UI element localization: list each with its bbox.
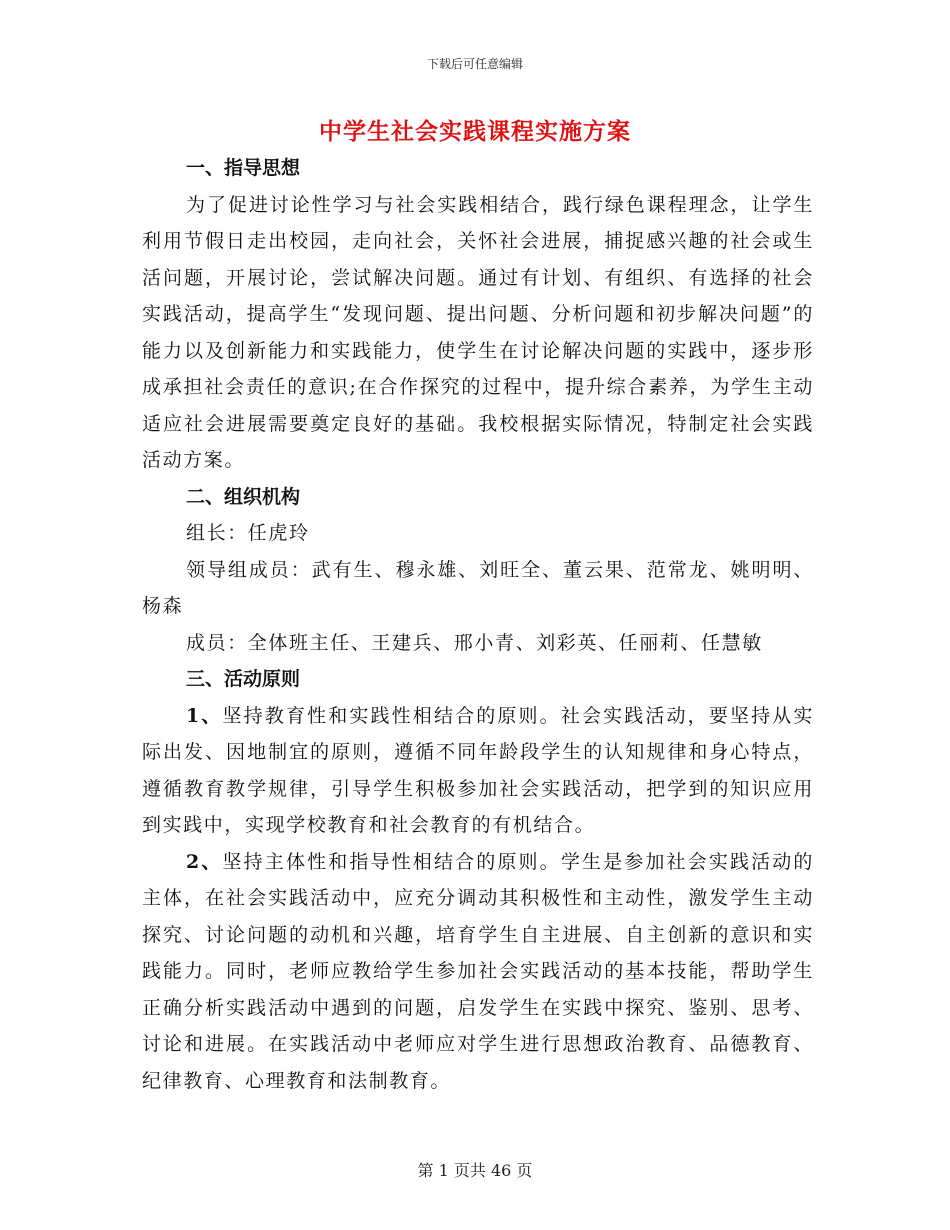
- leadership-group-members: 领导组成员：武有生、穆永雄、刘旺全、董云果、范常龙、姚明明、杨森: [142, 558, 814, 617]
- principle-2: [142, 844, 814, 1100]
- members-list: 成员：全体班主任、王建兵、邢小青、刘彩英、任丽莉、任慧敏: [186, 631, 763, 654]
- page-footer: 第 1 页共 46 页: [417, 1161, 533, 1180]
- page-header: 下载后可任意编辑: [426, 57, 523, 71]
- section-heading-guiding-ideology: 一、指导思想: [186, 157, 301, 179]
- paragraph-guiding-ideology: 为了促进讨论性学习与社会实践相结合，践行绿色课程理念，让学生利用节假日走出校园，走向社会，关怀社会进展，捕捉感兴趣的社会或生活问题，开展讨论，尝试解决问题。通过有计划、有组织、有选择的社会实践活动，提高学生“发现问题、提出问题、分析问题和初步解决问题”的能力以及创新能力和实践能力，使学生在讨论解决问题的实践中，逐步形成承担社会责任的意识;在合作探究的过程中，提升综合素养，为学生主动适应社会进展需要奠定良好的基础。我校根据实际情况，特制定社会实践活动方案。: [142, 193, 814, 471]
- section-heading-organization: 二、组织机构: [186, 485, 301, 508]
- principle-2-number: 2、: [186, 850, 223, 873]
- document-title: 中学生社会实践课程实施方案: [319, 118, 631, 145]
- section-heading-principles: 三、活动原则: [186, 668, 301, 690]
- principle-1-number: 1、: [186, 704, 223, 727]
- principle-1-text: 坚持教育性和实践性相结合的原则。社会实践活动，要坚持从实际出发、因地制宜的原则，遵循不同年龄段学生的认知规律和身心特点，遵循教育教学规律，引导学生积极参加社会实践活动，把学到的知识应用到实践中，实现学校教育和社会教育的有机结合。: [142, 704, 814, 836]
- principle-2-text: 坚持主体性和指导性相结合的原则。学生是参加社会实践活动的主体，在社会实践活动中，应充分调动其积极性和主动性，激发学生主动探究、讨论问题的动机和兴趣，培育学生自主进展、自主创新的意识和实践能力。同时，老师应教给学生参加社会实践活动的基本技能，帮助学生正确分析实践活动中遇到的问题，启发学生在实践中探究、鉴别、思考、讨论和进展。在实践活动中老师应对学生进行思想政治教育、品德教育、纪律教育、心理教育和法制教育。: [142, 850, 814, 1092]
- document-body: [142, 150, 814, 1099]
- principle-1: [142, 698, 814, 844]
- group-leader: 组长：任虎玲: [186, 522, 310, 544]
